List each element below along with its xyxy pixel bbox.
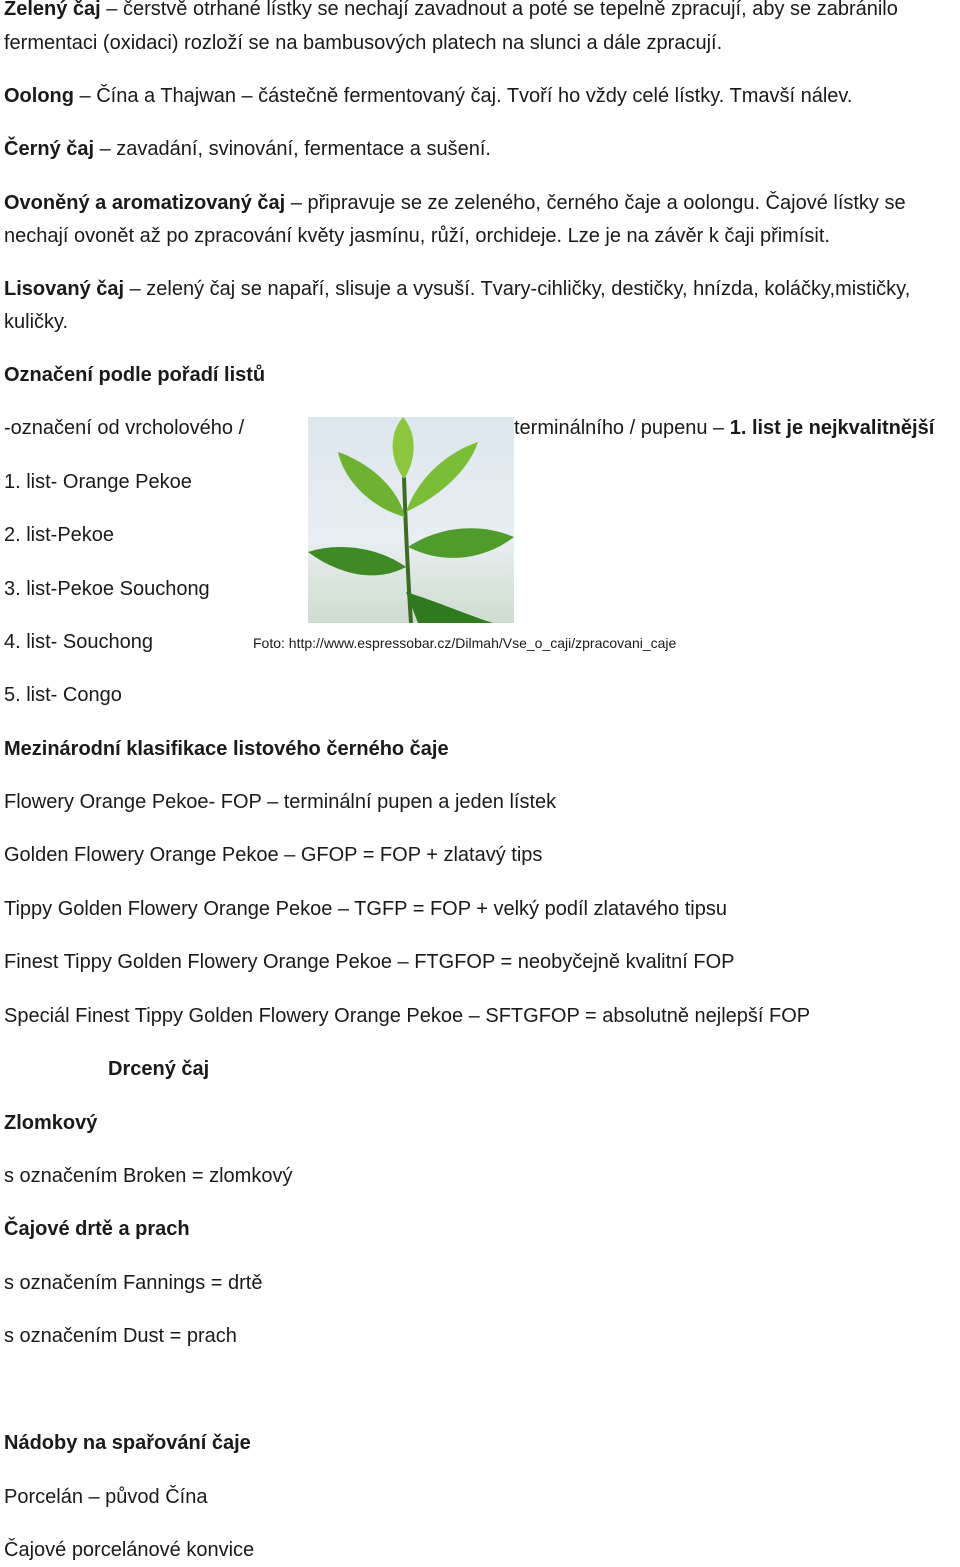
fannings-text: s označením Fannings = drtě [4, 1272, 263, 1294]
ovoneny-caj-text-1: – připravuje se ze zeleného, černého čaje a oolongu. Čajové lístky se [285, 192, 906, 214]
klasifikace-heading: Mezinárodní klasifikace listového černého čaje [4, 738, 449, 760]
nadoby-item-2: Čajové porcelánové konvice [4, 1539, 255, 1561]
klasifikace-item-5: Speciál Finest Tippy Golden Flowery Orange Pekoe – SFTGFOP = absolutně nejlepší FOP [4, 1005, 811, 1027]
dust-text: s označením Dust = prach [4, 1325, 237, 1347]
oznaceni-intro-right-text: terminálního / pupenu – [514, 417, 730, 439]
zlomkovy-text: s označením Broken = zlomkový [4, 1165, 293, 1187]
zeleny-caj-text-1: – čerstvě otrhané lístky se nechají zavadnout a poté se tepelně zpracují, aby se zabránilo [100, 0, 898, 20]
nadoby-item-1: Porcelán – původ Čína [4, 1486, 208, 1508]
oznaceni-intro-bold: 1. list je nejkvalitnější [729, 417, 935, 439]
drceny-heading: Drcený čaj [108, 1058, 210, 1080]
leaf-list-item-3: 3. list-Pekoe Souchong [4, 578, 210, 600]
ovoneny-caj-paragraph [4, 186, 956, 220]
leaf-list-item-2: 2. list-Pekoe [4, 524, 115, 546]
zeleny-caj-term: Zelený čaj [4, 0, 101, 20]
lisovany-caj-term: Lisovaný čaj [4, 278, 125, 300]
cerny-caj-term: Černý čaj [4, 138, 95, 160]
zeleny-caj-text-2: fermentaci (oxidaci) rozloží se na bambusových platech na slunci a dále zpracují. [4, 32, 723, 54]
klasifikace-item-3: Tippy Golden Flowery Orange Pekoe – TGFP = FOP + velký podíl zlatavého tipsu [4, 898, 727, 920]
photo-credit-b: cz/Dilmah/Vse_o_caji/zpracovani_caje [437, 635, 677, 651]
nadoby-heading: Nádoby na spařování čaje [4, 1432, 251, 1454]
oolong-term: Oolong [4, 85, 74, 107]
leaf-list-item-5: 5. list- Congo [4, 684, 122, 706]
oolong-paragraph [4, 79, 956, 113]
klasifikace-item-2: Golden Flowery Orange Pekoe – GFOP = FOP + zlatavý tips [4, 844, 543, 866]
leaf-list-item-4: 4. list- Souchong [4, 631, 153, 653]
photo-credit-a: Foto: http://www.espressobar. [253, 635, 438, 651]
drte-heading: Čajové drtě a prach [4, 1218, 190, 1240]
leaf-list-item-1: 1. list- Orange Pekoe [4, 471, 192, 493]
zlomkovy-heading: Zlomkový [4, 1112, 98, 1134]
photo-credit [253, 632, 676, 654]
lisovany-caj-paragraph [4, 272, 956, 306]
lisovany-caj-text-1: – zelený čaj se napaří, slisuje a vysuší. Tvary-cihličky, destičky, hnízda, koláčky,mističky, [124, 278, 911, 300]
cerny-caj-paragraph [4, 132, 956, 166]
ovoneny-caj-text-2: nechají ovonět až po zpracování květy jasmínu, růží, orchideje. Lze je na závěr k čaji přimísit. [4, 225, 830, 247]
cerny-caj-text: – zavadání, svinování, fermentace a sušení. [94, 138, 491, 160]
oolong-text: – Čína a Thajwan – částečně fermentovaný čaj. Tvoří ho vždy celé lístky. Tmavší nálev. [73, 85, 853, 107]
oznaceni-heading: Označení podle pořadí listů [4, 364, 266, 386]
ovoneny-caj-term: Ovoněný a aromatizovaný čaj [4, 192, 286, 214]
oznaceni-intro-right [514, 411, 960, 445]
lisovany-caj-text-2: kuličky. [4, 311, 69, 333]
oznaceni-intro-left: -označení od vrcholového / [4, 417, 245, 439]
klasifikace-item-1: Flowery Orange Pekoe- FOP – terminální pupen a jeden lístek [4, 791, 557, 813]
zeleny-caj-paragraph [4, 0, 956, 26]
klasifikace-item-4: Finest Tippy Golden Flowery Orange Pekoe – FTGFOP = neobyčejně kvalitní FOP [4, 951, 735, 973]
